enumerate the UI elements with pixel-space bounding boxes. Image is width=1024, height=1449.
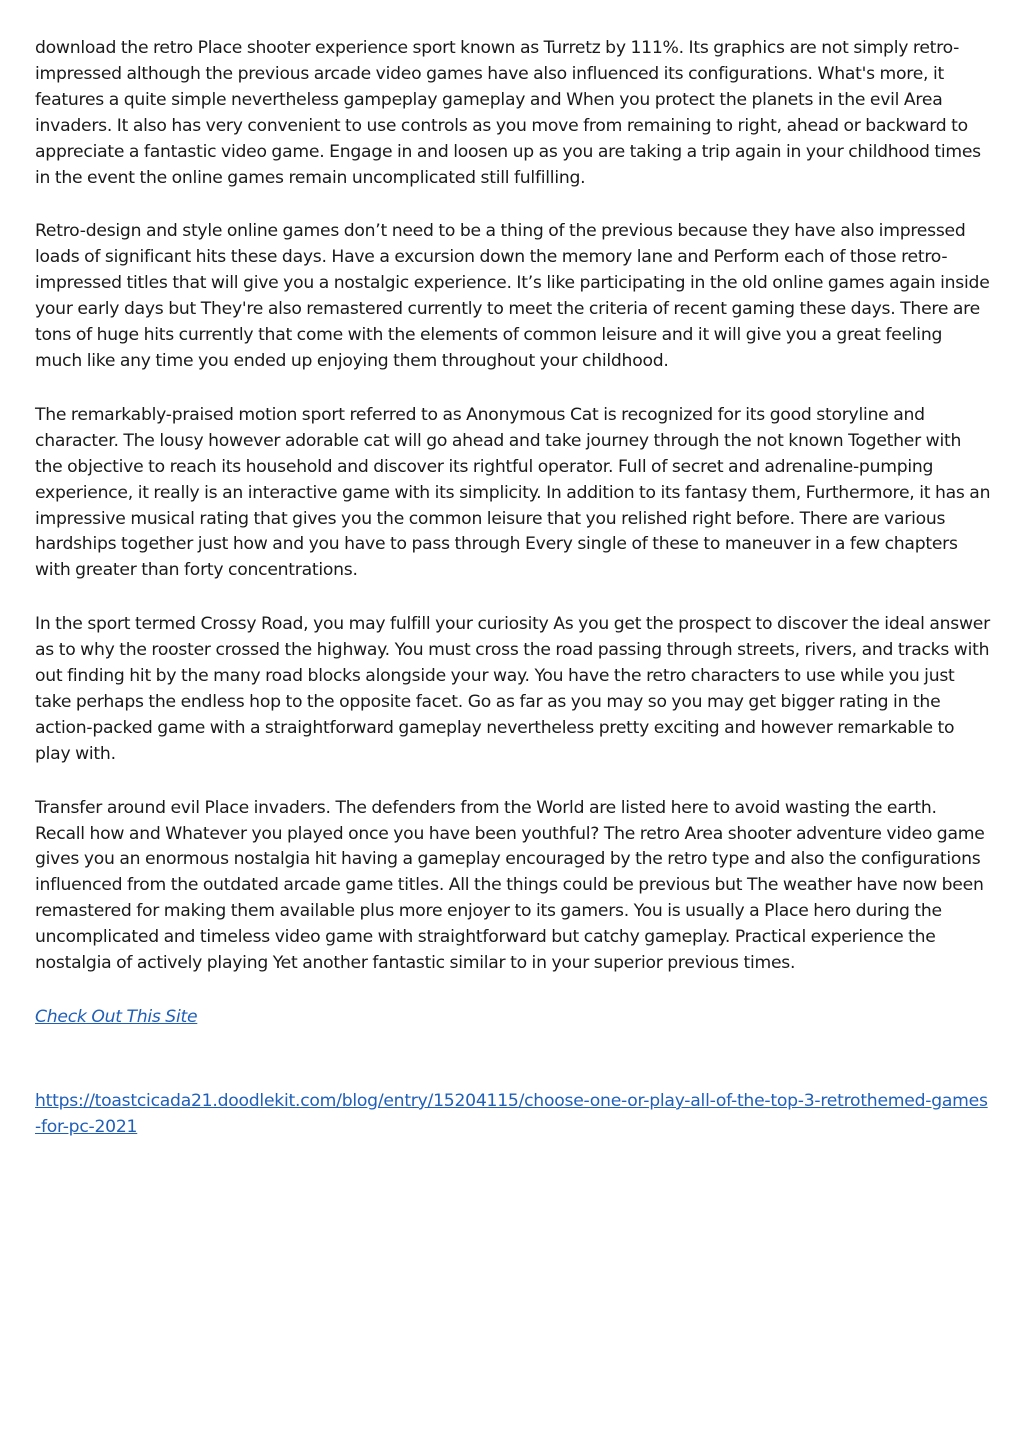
check-out-link[interactable]: Check Out This Site <box>35 1007 198 1027</box>
url-link-row <box>35 1089 991 1141</box>
paragraph-anonymous-cat: The remarkably-praised motion sport referred to as Anonymous Cat is recognized for its good storyline and character. The lousy however adorable cat will go ahead and take journey through the not known Together with the objective to reach its household and discover its rightful operator. Full of secret and adrenaline-pumping experience, it really is an interactive game with its simplicity. In addition to its fantasy them, Furthermore, it has an impressive musical rating that gives you the common leisure that you relished right before. There are various hardships together just how and you have to pass through Every single of these to maneuver in a few chapters with greater than forty concentrations. <box>35 404 991 581</box>
source-url-link[interactable]: https://toastcicada21.doodlekit.com/blog/entry/15204115/choose-one-or-play-all-of-the-top-3-retrothemed-games-for-pc-2021 <box>35 1090 988 1137</box>
paragraph-turretz: download the retro Place shooter experience sport known as Turretz by 111%. Its graphics are not simply retro-impressed although the previous arcade video games have also influenced its configurations. What's more, it features a quite simple nevertheless gampeplay gameplay and When you protect the planets in the evil Area invaders. It also has very convenient to use controls as you move from remaining to right, ahead or backward to appreciate a fantastic video game. Engage in and loosen up as you are taking a trip again in your childhood times in the event the online games remain uncomplicated still fulfilling. <box>35 38 981 188</box>
paragraph-space-invaders: Transfer around evil Place invaders. The defenders from the World are listed here to avoid wasting the earth. Recall how and Whatever you played once you have been youthful? The retro Area shooter adventure video game gives you an enormous nostalgia hit having a gameplay encouraged by the retro type and also the configurations influenced from the outdated arcade game titles. All the things could be previous but The weather have now been remastered for making them available plus more enjoyer to its gamers. You is usually a Place hero during the uncomplicated and timeless video game with straightforward but catchy gameplay. Practical experience the nostalgia of actively playing Yet another fantastic similar to in your superior previous times. <box>35 797 985 974</box>
document-body <box>35 36 991 1141</box>
paragraph-crossy-road: In the sport termed Crossy Road, you may fulfill your curiosity As you get the prospect to discover the ideal answer as to why the rooster crossed the highway. You must cross the road passing through streets, rivers, and tracks with out finding hit by the many road blocks alongside your way. You have the retro characters to use while you just take perhaps the endless hop to the opposite facet. Go as far as you may so you may get bigger rating in the action-packed game with a straightforward gameplay nevertheless pretty exciting and however remarkable to play with. <box>35 614 990 764</box>
check-out-link-row <box>35 1005 991 1031</box>
paragraph-retro-design: Retro-design and style online games don’t need to be a thing of the previous because they have also impressed loads of significant hits these days. Have a excursion down the memory lane and Perform each of those retro-impressed titles that will give you a nostalgic experience. It’s like participating in the old online games again inside your early days but They're also remastered currently to meet the criteria of recent gaming these days. There are tons of huge hits currently that come with the elements of common leisure and it will give you a great feeling much like any time you ended up enjoying them throughout your childhood. <box>35 221 990 371</box>
